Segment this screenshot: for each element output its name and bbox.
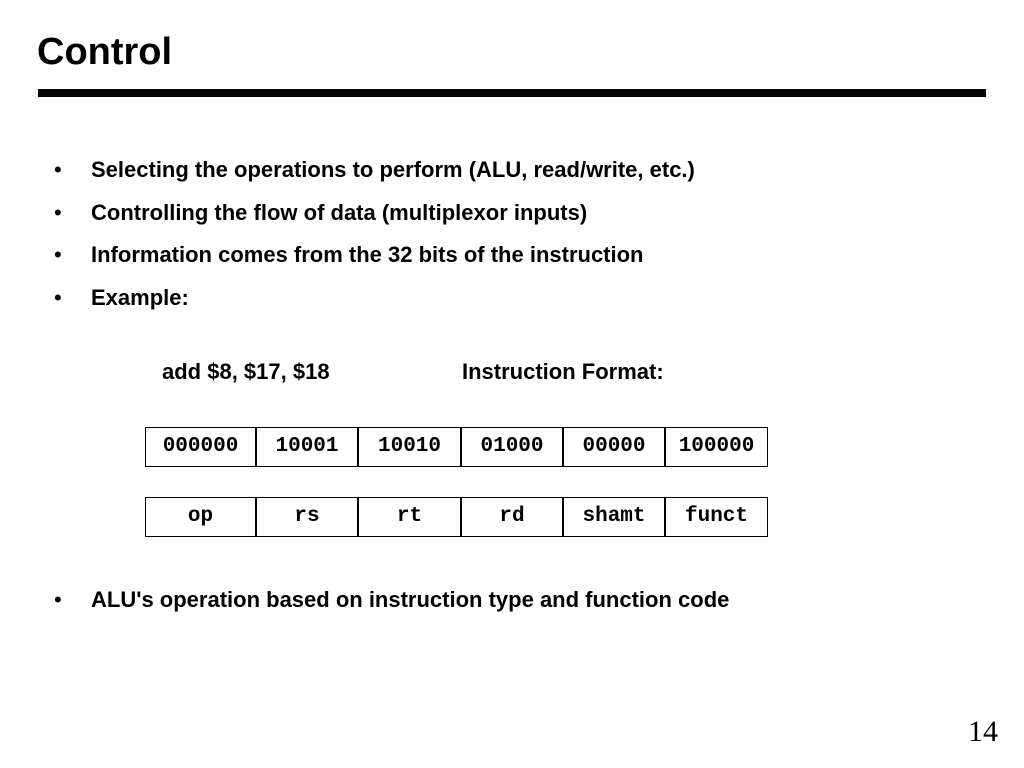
bits-shamt: 00000: [563, 427, 665, 467]
bits-op: 000000: [145, 427, 256, 467]
bullet-text: Selecting the operations to perform (ALU, read/write, etc.): [91, 157, 695, 182]
bullet-marker: •: [54, 242, 62, 267]
bullet-text: Information comes from the 32 bits of the instruction: [91, 242, 644, 267]
bullet-marker: •: [54, 285, 62, 310]
bullet-item: [0, 240, 1024, 270]
field-rs: rs: [256, 497, 358, 537]
instruction-format-label: Instruction Format:: [462, 359, 664, 384]
bullet-item: [0, 155, 1024, 185]
bits-rs: 10001: [256, 427, 358, 467]
bullet-text: Controlling the flow of data (multiplexor inputs): [91, 200, 588, 225]
field-rd: rd: [461, 497, 563, 537]
bullet-item: [0, 585, 1024, 615]
bullet-item: [0, 283, 1024, 313]
field-shamt: shamt: [563, 497, 665, 537]
bullet-marker: •: [54, 200, 62, 225]
field-op: op: [145, 497, 256, 537]
bullet-item: [0, 198, 1024, 228]
title-underline: [38, 89, 986, 97]
bullet-text: Example:: [91, 285, 189, 310]
slide-title: Control: [37, 31, 173, 73]
bullet-marker: •: [54, 157, 62, 182]
example-instruction: add $8, $17, $18: [162, 359, 330, 384]
field-rt: rt: [358, 497, 461, 537]
bits-rd: 01000: [461, 427, 563, 467]
bits-funct: 100000: [665, 427, 768, 467]
bits-rt: 10010: [358, 427, 461, 467]
field-funct: funct: [665, 497, 768, 537]
bullet-text: ALU's operation based on instruction type and function code: [91, 587, 730, 612]
bullet-marker: •: [54, 587, 62, 612]
page-number: 14: [968, 715, 998, 748]
